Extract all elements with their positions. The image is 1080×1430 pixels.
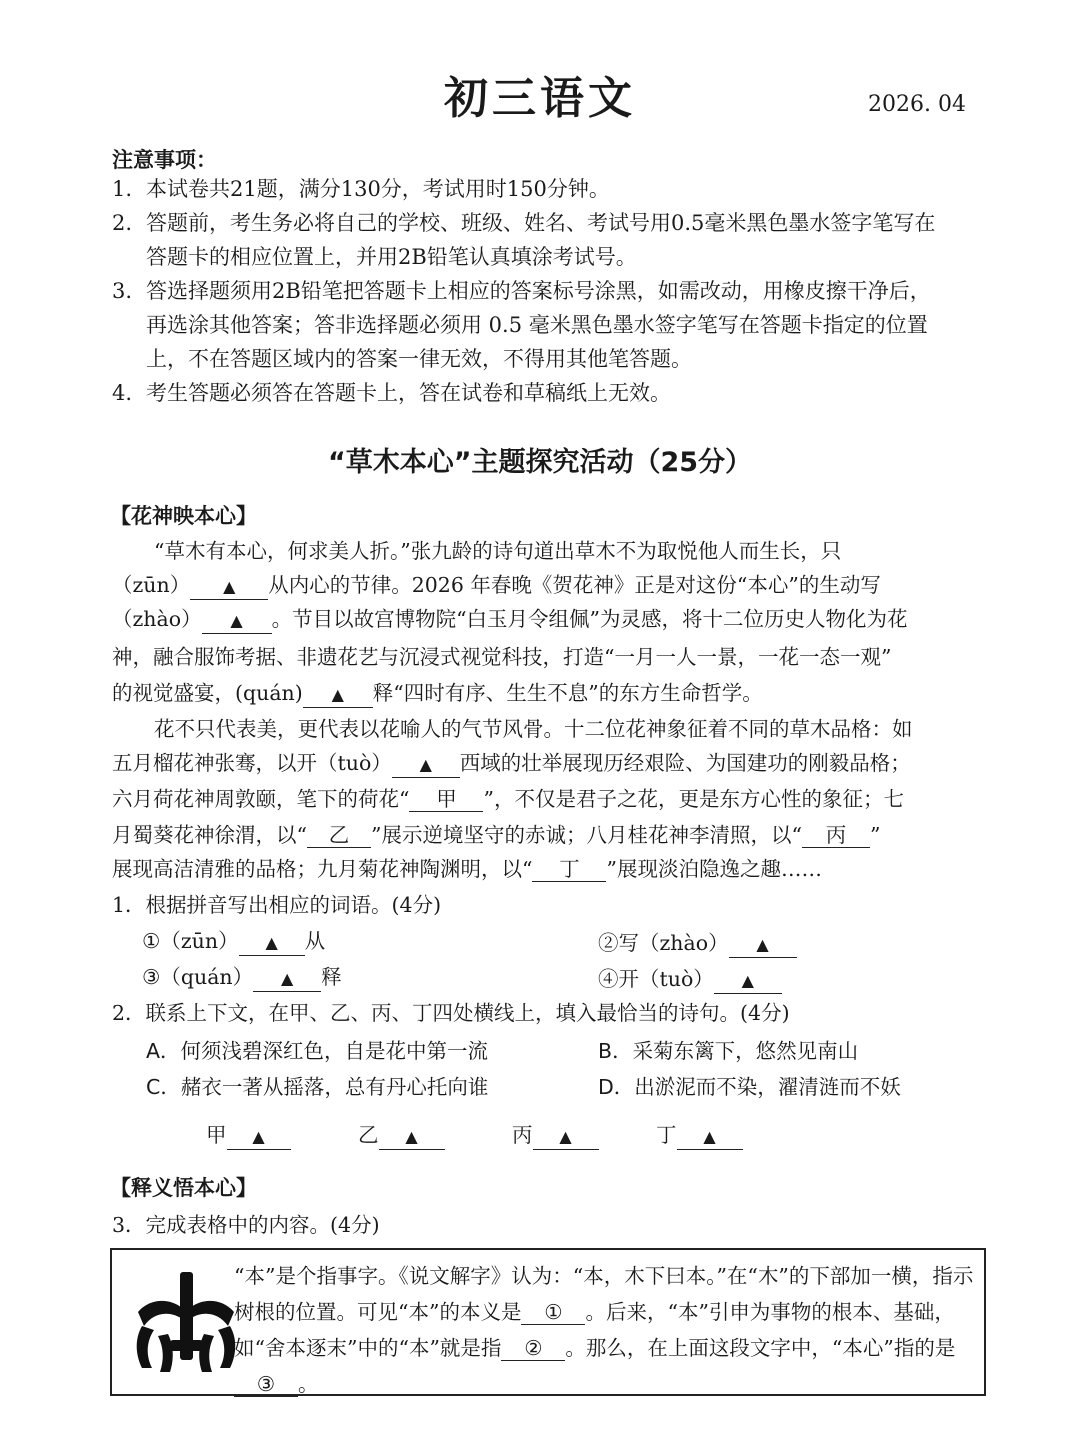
question-1-item-b: ②写（zhào） ▲ bbox=[598, 926, 797, 958]
question-3-table bbox=[110, 1248, 986, 1396]
triangle-icon: ▲ bbox=[223, 577, 236, 596]
option-d: D．出淤泥而不染，濯清涟而不妖 bbox=[598, 1075, 901, 1099]
part2-heading: 【释义悟本心】 bbox=[110, 1176, 257, 1200]
section-title: “草木本心”主题探究活动（25分） bbox=[327, 447, 753, 478]
passage-line-5: 的视觉盛宴，(quán) ▲ 释“四时有序、生生不息”的东方生命哲学。 bbox=[112, 676, 763, 708]
answer-blank bbox=[253, 965, 321, 992]
question-3-prompt: 3．完成表格中的内容。(4分) bbox=[112, 1213, 380, 1237]
option-c: C．赭衣一著从摇落，总有丹心托向谁 bbox=[146, 1075, 489, 1099]
triangle-icon: ▲ bbox=[703, 1127, 716, 1146]
answer-blank bbox=[533, 1123, 599, 1150]
blank-mark-2: ② bbox=[501, 1336, 565, 1361]
question-3-text: “本”是个指事字。《说文解字》认为：“本，木下曰本。”在“木”的下部加一横，指示树根的位置。可见“本”的本义是 ① 。后来，“本”引申为事物的根本、基础，如“舍本逐末”中的“本”就是指 ② 。那么，在上面这段文字中，“本心”指的是③ 。 bbox=[234, 1264, 974, 1396]
notice-item-3-line-1: 答选择题须用2B铅笔把答题卡上相应的答案标号涂黑，如需改动，用橡皮擦干净后， bbox=[146, 279, 931, 303]
question-2-prompt: 2．联系上下文，在甲、乙、丙、丁四处横线上，填入最恰当的诗句。(4分) bbox=[112, 1001, 790, 1025]
option-a: A．何须浅碧深红色，自是花中第一流 bbox=[146, 1039, 489, 1063]
option-b: B．采菊东篱下，悠然见南山 bbox=[598, 1039, 859, 1063]
blank-ding: 丁 bbox=[532, 857, 606, 882]
notice-item-2-num: 2. bbox=[112, 211, 133, 235]
blank-jia: 甲 bbox=[409, 787, 483, 812]
triangle-icon: ▲ bbox=[419, 755, 432, 774]
notice-heading: 注意事项： bbox=[112, 147, 217, 172]
triangle-icon: ▲ bbox=[405, 1127, 418, 1146]
answer-blank bbox=[239, 929, 305, 956]
notice-item-2-line-2: 答题卡的相应位置上，并用2B铅笔认真填涂考试号。 bbox=[146, 245, 637, 269]
triangle-icon: ▲ bbox=[265, 933, 278, 952]
notice-item-2-line-1: 答题前，考生务必将自己的学校、班级、姓名、考试号用0.5毫米黑色墨水签字笔写在 bbox=[146, 211, 936, 235]
notice-item-1-num: 1. bbox=[112, 177, 133, 201]
answer-label-ding: 丁 ▲ bbox=[656, 1118, 743, 1150]
notice-item-4-line-1: 考生答题必须答在答题卡上，答在试卷和草稿纸上无效。 bbox=[146, 381, 671, 405]
passage-line-10: 展现高洁清雅的品格；九月菊花神陶渊明，以“ 丁 ”展现淡泊隐逸之趣…… bbox=[112, 857, 822, 881]
blank-bing: 丙 bbox=[802, 823, 870, 848]
passage-line-6: 花不只代表美，更代表以花喻人的气节风骨。十二位花神象征着不同的草木品格：如 bbox=[154, 717, 913, 741]
triangle-icon: ▲ bbox=[559, 1127, 572, 1146]
question-1-item-a: ①（zūn） ▲ 从 bbox=[142, 924, 325, 956]
answer-label-yi: 乙 ▲ bbox=[358, 1118, 445, 1150]
ancient-ben-character-icon bbox=[130, 1268, 240, 1378]
page-title: 初三语文 bbox=[444, 73, 636, 124]
exam-date: 2026. 04 bbox=[868, 92, 966, 117]
question-1-item-c: ③（quán） ▲ 释 bbox=[142, 960, 342, 992]
passage-line-8: 六月荷花神周敦颐，笔下的荷花“ 甲 ”，不仅是君子之花，更是东方心性的象征；七 bbox=[112, 787, 904, 811]
notice-item-1-line-1: 本试卷共21题，满分130分，考试用时150分钟。 bbox=[146, 177, 610, 201]
triangle-icon: ▲ bbox=[252, 1127, 265, 1146]
answer-blank bbox=[303, 681, 373, 708]
notice-item-4-num: 4. bbox=[112, 381, 133, 405]
passage-line-1: “草木有本心，何求美人折。”张九龄的诗句道出草木不为取悦他人而生长，只 bbox=[154, 539, 842, 563]
question-1-prompt: 1．根据拼音写出相应的词语。(4分) bbox=[112, 893, 442, 917]
blank-yi: 乙 bbox=[307, 823, 371, 848]
answer-blank bbox=[202, 607, 272, 634]
answer-blank bbox=[714, 967, 782, 994]
passage-line-2: （zūn） ▲ 从内心的节律。2026 年春晚《贺花神》正是对这份“本心”的生动写 bbox=[112, 568, 881, 600]
notice-item-3-num: 3. bbox=[112, 279, 133, 303]
blank-mark-1: ① bbox=[521, 1300, 585, 1325]
notice-item-3-line-3: 上，不在答题区域内的答案一律无效，不得用其他笔答题。 bbox=[146, 347, 692, 371]
answer-label-bing: 丙 ▲ bbox=[512, 1118, 599, 1150]
part1-heading: 【花神映本心】 bbox=[110, 504, 257, 528]
answer-blank bbox=[190, 573, 268, 600]
passage-line-7: 五月榴花神张骞，以开（tuò） ▲ 西域的壮举展现历经艰险、为国建功的刚毅品格； bbox=[112, 746, 911, 778]
answer-blank bbox=[227, 1123, 291, 1150]
passage-line-3: （zhào） ▲ 。节目以故宫博物院“白玉月令组佩”为灵感，将十二位历史人物化为花 bbox=[112, 602, 908, 634]
triangle-icon: ▲ bbox=[280, 969, 294, 988]
triangle-icon: ▲ bbox=[230, 611, 243, 630]
passage-line-9: 月蜀葵花神徐渭，以“ 乙 ”展示逆境坚守的赤诚；八月桂花神李清照，以“ 丙 ” bbox=[112, 823, 881, 847]
triangle-icon: ▲ bbox=[756, 935, 769, 954]
passage-line-4: 神，融合服饰考据、非遗花艺与沉浸式视觉科技，打造“一月一人一景，一花一态一观” bbox=[112, 645, 892, 669]
answer-blank bbox=[392, 751, 460, 778]
triangle-icon: ▲ bbox=[741, 971, 754, 990]
notice-item-3-line-2: 再选涂其他答案；答非选择题必须用 0.5 毫米黑色墨水签字笔写在答题卡指定的位置 bbox=[146, 313, 928, 337]
question-1-item-d: ④开（tuò） ▲ bbox=[598, 962, 782, 994]
answer-blank bbox=[729, 931, 797, 958]
answer-blank bbox=[379, 1123, 445, 1150]
answer-label-jia: 甲 ▲ bbox=[206, 1118, 291, 1150]
answer-blank bbox=[677, 1123, 743, 1150]
triangle-icon: ▲ bbox=[331, 685, 344, 704]
blank-mark-3: ③ bbox=[234, 1372, 298, 1397]
